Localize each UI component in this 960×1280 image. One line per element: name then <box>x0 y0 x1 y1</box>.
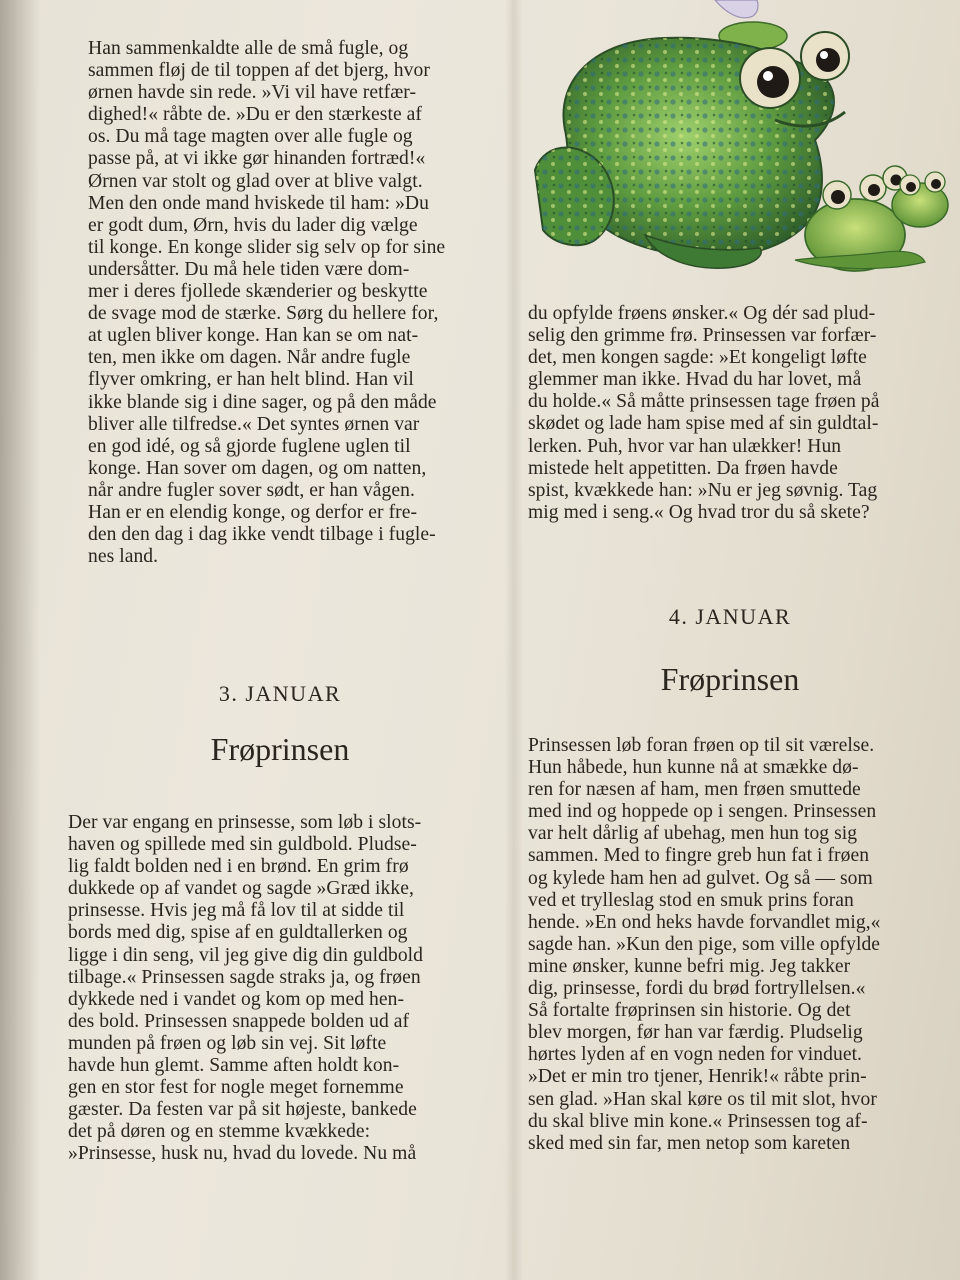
text-line: er godt dum, Ørn, hvis du lader dig vælge <box>88 214 418 236</box>
text-line: nes land. <box>88 546 159 568</box>
frog-illustration <box>525 0 960 285</box>
text-line: sammen fløj de til toppen af det bjerg, hvor <box>88 60 430 82</box>
text-line: Prinsessen løb foran frøen op til sit værelse. <box>528 735 875 756</box>
story-title-left: Frøprinsen <box>210 731 350 767</box>
text-line: sen glad. »Han skal køre os til mit slot, hvor <box>528 1088 877 1110</box>
right-column-bottom-text <box>528 735 948 1155</box>
text-line: konge. Han sover om dagen, og om natten, <box>88 457 427 479</box>
text-line: selig den grimme frø. Prinsessen var forfær- <box>528 325 877 347</box>
text-line: glemmer man ikke. Hvad du har lovet, må <box>528 369 862 391</box>
text-line: Hun håbede, hun kunne nå at smække dø- <box>528 757 859 779</box>
text-line: dig, prinsesse, fordi du brød fortryllelsen.« <box>528 978 866 1000</box>
text-line: munden på frøen og løb sin vej. Sit løfte <box>68 1032 387 1054</box>
text-line: dukkede op af vandet og sagde »Græd ikke, <box>68 878 414 900</box>
text-line: sagde han. »Kun den pige, som ville opfylde <box>528 933 881 955</box>
text-line: gen en stor fest for nogle meget fornemme <box>68 1077 404 1099</box>
text-line: passe på, at vi ikke gør hinanden fortræd!« <box>88 148 426 170</box>
text-line: Så fortalte frøprinsen sin historie. Og det <box>528 1000 851 1022</box>
text-line: bords med dig, spise af en guldtallerken og <box>68 922 408 944</box>
text-line: os. Du må tage magten over alle fugle og <box>88 126 413 148</box>
text-line: ren for næsen af ham, men frøen smuttede <box>528 779 861 801</box>
text-line: Der var engang en prinsesse, som løb i slots- <box>68 812 422 833</box>
text-line: når andre fugler sover sødt, er han vågen. <box>88 479 415 501</box>
text-line: ten, men ikke om dagen. Når andre fugle <box>88 347 411 369</box>
text-line: mine ønsker, kunne befri mig. Jeg takker <box>528 955 851 977</box>
text-line: ikke blande sig i dine sager, og på den måde <box>88 391 437 413</box>
text-line: ligge i din seng, vil jeg give dig din guldbold <box>68 944 424 966</box>
text-line: gæster. Da festen var på sit højeste, bankede <box>68 1099 417 1121</box>
text-line: det på døren og en stemme kvækkede: <box>68 1121 371 1143</box>
text-line: mig med i seng.« Og hvad tror du så skete? <box>528 501 870 523</box>
text-line: den den dag i dag ikke vendt tilbage i fugle- <box>88 524 436 546</box>
text-line: bliver alle tilfredse.« Det syntes ørnen var <box>88 413 420 435</box>
text-line: dighed!« råbte de. »Du er den stærkeste af <box>88 104 422 126</box>
page-edge-shadow <box>0 0 40 1280</box>
text-line: Ørnen var stolt og glad over at blive valgt. <box>88 170 423 192</box>
text-line: ørnen havde sin rede. »Vi vil have retfær- <box>88 82 417 104</box>
text-line: hørtes lyden af en vogn neden for vinduet. <box>528 1044 863 1066</box>
text-line: havde hun glemt. Samme aften holdt kon- <box>68 1055 400 1077</box>
text-line: en god idé, og så gjorde fuglene uglen til <box>88 435 411 457</box>
story-title-right: Frøprinsen <box>660 661 800 697</box>
text-line: Han sammenkaldte alle de små fugle, og <box>88 38 409 59</box>
text-line: med ind og hoppede op i sengen. Prinsessen <box>528 801 877 823</box>
text-line: spist, kvækkede han: »Nu er jeg søvnig. Tag <box>528 479 878 501</box>
text-line: dykkede ned i vandet og kom op med hen- <box>68 988 405 1010</box>
text-line: du skal blive min kone.« Prinsessen tog af- <box>528 1110 868 1132</box>
date-heading-left: 3. JANUAR <box>218 681 342 706</box>
text-line: »Det er min tro tjener, Henrik!« råbte prin- <box>528 1066 867 1088</box>
right-column-top-text <box>528 303 938 524</box>
text-line: lig faldt bolden ned i en brønd. En grim frø <box>68 856 409 878</box>
text-line: hende. »En ond heks havde forvandlet mig,« <box>528 911 881 933</box>
text-line: at uglen bliver konge. Han kan se om nat- <box>88 325 419 347</box>
text-line: Han er en elendig konge, og derfor er fre- <box>88 501 418 523</box>
text-line: haven og spillede med sin guldbold. Pludse- <box>68 834 417 856</box>
text-line: mer i deres fjollede skænderier og beskytte <box>88 281 428 303</box>
text-line: des bold. Prinsessen snappede bolden ud af <box>68 1010 410 1032</box>
date-heading-right: 4. JANUAR <box>668 604 792 629</box>
text-line: sammen. Med to fingre greb hun fat i frøen <box>528 845 870 867</box>
text-line: mistede helt appetitten. Da frøen havde <box>528 457 838 479</box>
text-line: til konge. En konge slider sig selv op for sine <box>88 236 446 258</box>
text-line: ved et trylleslag stod en smuk prins foran <box>528 889 854 911</box>
text-line: blev morgen, før han var færdig. Pludselig <box>528 1022 863 1044</box>
text-line: tilbage.« Prinsessen sagde straks ja, og frøen <box>68 966 421 988</box>
text-line: prinsesse. Hvis jeg må få lov til at sidde til <box>68 900 405 922</box>
text-line: »Prinsesse, husk nu, hvad du lovede. Nu må <box>68 1143 417 1165</box>
text-line: var helt dårlig af ubehag, men hun tog sig <box>528 823 858 845</box>
text-line: undersåtter. Du må hele tiden være dom- <box>88 258 410 280</box>
text-line: det, men kongen sagde: »Et kongeligt løfte <box>528 347 867 369</box>
left-column-top-text <box>88 38 518 568</box>
text-line: skødet og lade ham spise med af sin guldtal- <box>528 413 879 435</box>
text-line: og kylede ham hen ad gulvet. Og så — som <box>528 867 873 889</box>
text-line: flyver omkring, er han helt blind. Han vil <box>88 369 414 391</box>
text-line: du opfylde frøens ønsker.« Og dér sad plud- <box>528 303 876 324</box>
text-line: lerken. Puh, hvor var han ulækker! Hun <box>528 435 842 457</box>
left-column-bottom-text <box>68 812 488 1166</box>
text-line: sked med sin far, men netop som kareten <box>528 1132 851 1154</box>
text-line: de svage mod de stærke. Sørg du hellere for, <box>88 303 439 325</box>
text-line: du holde.« Så måtte prinsessen tage frøen på <box>528 391 880 413</box>
text-line: Men den onde mand hviskede til ham: »Du <box>88 192 429 214</box>
